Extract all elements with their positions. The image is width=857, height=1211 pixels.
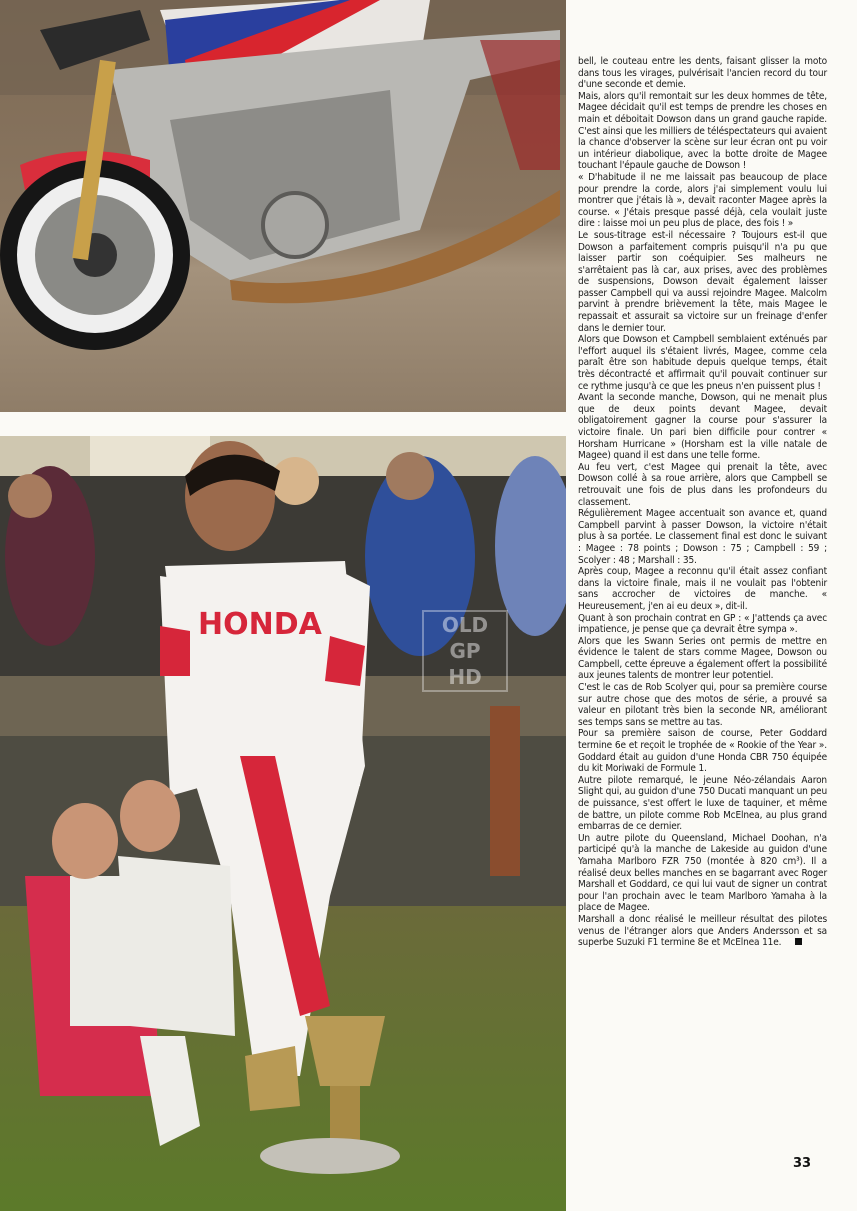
watermark-line: GP bbox=[449, 639, 481, 663]
end-of-article-mark bbox=[795, 938, 802, 945]
page-number: 33 bbox=[793, 1156, 812, 1171]
watermark-line: HD bbox=[448, 665, 482, 689]
watermark-line: OLD bbox=[441, 613, 489, 637]
article-paragraph: Pour sa première saison de course, Peter Goddard termine 6e et reçoit le trophée de « Rookie of the Year ». Goddard était au guidon d'une Honda CBR 750 équipée du kit Moriwaki de Formule 1. bbox=[578, 728, 827, 775]
article-paragraph: « D'habitude il ne me laissait pas beaucoup de place pour prendre la corde, alors j'ai simplement voulu lui montrer que j'étais là », devait raconter Magee après la course. « J'étais presque passé déjà, cela voulait juste dire : laisse moi un peu plus de place, des fois ! » bbox=[578, 171, 827, 230]
article-paragraph: Avant la seconde manche, Dowson, qui ne menait plus que de deux points devant Magee, devait obligatoirement gagner la course pour s'assurer la victoire finale. Un pari bien difficile pour contrer « Horsham Hurricane » (Horsham est la ville natale de Magee) quand il est dans une telle forme. bbox=[578, 392, 827, 462]
article-paragraph-last bbox=[578, 914, 827, 949]
article-paragraph: Après coup, Magee a reconnu qu'il était assez confiant dans la victoire finale, mais il ne voulait pas l'obtenir sans accrocher de victoires de manche. « Heureusement, j'en ai eu deux », dit-il. bbox=[578, 566, 827, 612]
article-paragraph: Au feu vert, c'est Magee qui prenait la tête, avec Dowson collé à sa roue arrière, alors que Campbell se retrouvait une fois de plus dans les profondeurs du classement. bbox=[578, 461, 827, 508]
article-paragraph: Alors que Dowson et Campbell semblaient exténués par l'effort auquel ils s'étaient livrés, Magee, comme cela paraît être son habitude depuis quelque temps, était très décontracté et affirmait qu'il pouvait continuer sur ce rythme jusqu'à ce que les pneus n'en puissent plus ! bbox=[578, 334, 827, 392]
article-paragraph: Mais, alors qu'il remontait sur les deux hommes de tête, Magee décidait qu'il est temps de prendre les choses en main et déboitait Dowson dans un grand gauche rapide. C'est ainsi que les milliers de téléspectateurs qui avaient la chance d'observer la scène sur leur écran ont pu voir un intérieur diabolique, avec la botte droite de Magee touchant l'épaule gauche de Dowson ! bbox=[578, 90, 827, 172]
rider-with-trophy-photo bbox=[0, 436, 566, 1211]
article-paragraph: Alors que les Swann Series ont permis de mettre en évidence le talent de stars comme Magee, Dowson ou Campbell, cette épreuve a également offert la possibilité aux jeunes talents de montrer leur potentiel. bbox=[578, 635, 827, 682]
article-paragraph: C'est le cas de Rob Scolyer qui, pour sa première course sur autre chose que des motos de série, a prouvé sa valeur en pilotant très bien la seconde NR, améliorant ses temps sans se mettre au tas. bbox=[578, 682, 827, 728]
watermark-logo bbox=[422, 610, 508, 692]
article-paragraph: Quant à son prochain contrat en GP : « J'attends ça avec impatience, je pense que ça devrait être sympa ». bbox=[578, 612, 827, 636]
article-column bbox=[578, 56, 827, 949]
suit-lettering: HONDA bbox=[198, 607, 322, 642]
article-paragraph: Régulièrement Magee accentuait son avance et, quand Campbell parvint à passer Dowson, la victoire n'était plus à sa portée. Le classement final est donc le suivant : Magee : 78 points ; Dowson : 75 ; Campbell : 59 ; Scolyer : 48 ; Marshall : 35. bbox=[578, 508, 827, 566]
article-paragraph: Un autre pilote du Queensland, Michael Doohan, n'a participé qu'à la manche de Lakeside au guidon d'une Yamaha Marlboro FZR 750 (montée à 820 cm³). Il a réalisé deux belles manches en se bagarrant avec Roger Marshall et Goddard, ce qui lui vaut de signer un contrat pour l'an prochain avec le team Marlboro Yamaha à la place de Magee. bbox=[578, 832, 827, 914]
motorcycle-photo bbox=[0, 0, 566, 412]
article-paragraph: Autre pilote remarqué, le jeune Néo-zélandais Aaron Slight qui, au guidon d'une 750 Ducati manquant un peu de puissance, s'est offert le luxe de taquiner, et même de battre, un pilote comme Rob McElnea, au plus grand embarras de ce dernier. bbox=[578, 774, 827, 833]
article-paragraph-text: Marshall a donc réalisé le meilleur résultat des pilotes venus de l'étranger alors que Anders Andersson et sa superbe Suzuki F1 termine 8e et McElnea 11e. bbox=[578, 913, 827, 949]
article-paragraph: Le sous-titrage est-il nécessaire ? Toujours est-il que Dowson a parfaitement compris puisqu'il n'a pu que laisser partir son coéquipier. Ses malheurs ne s'arrêtaient pas là car, aux prises, avec des problèmes de suspensions, Dowson devait également laisser passer Campbell qui va aussi rejoindre Magee. Malcolm parvint à prendre brièvement la tête, mais Magee le repassait et assurait sa victoire sur un freinage d'enfer dans le dernier tour. bbox=[578, 229, 827, 334]
article-paragraph: bell, le couteau entre les dents, faisant glisser la moto dans tous les virages, pulvérisait l'ancien record du tour d'une seconde et demie. bbox=[578, 56, 827, 91]
